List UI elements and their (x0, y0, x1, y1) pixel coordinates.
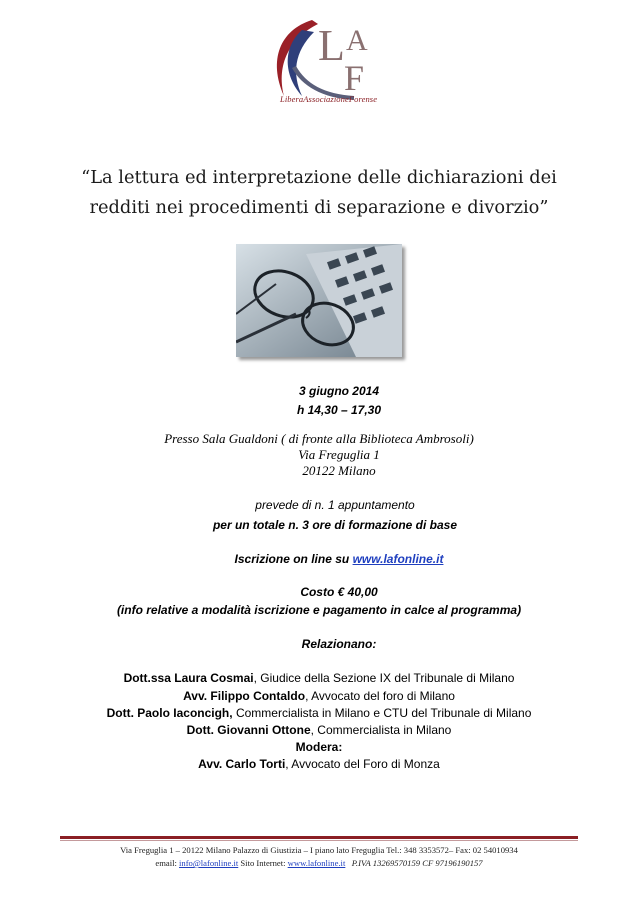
moderator-row (0, 757, 638, 771)
email-label: email: (155, 858, 180, 868)
speaker-name: Dott. Paolo Iaconcigh, (106, 706, 233, 720)
event-time: h 14,30 – 17,30 (296, 403, 382, 417)
registration-label: Iscrizione on line su (234, 552, 353, 566)
speaker-name: Dott.ssa Laura Cosmai (123, 671, 254, 685)
site-link[interactable]: www.lafonline.it (287, 858, 346, 868)
logo-caption: LiberaAssociazioneForense (280, 94, 378, 104)
event-title (0, 163, 638, 223)
event-city: 20122 Milano (302, 463, 376, 478)
event-cost: Costo € 40,00 (300, 585, 378, 599)
email-link[interactable]: info@lafonline.it (179, 858, 239, 868)
footer-divider-thin (60, 840, 578, 841)
glasses-calculator-photo (236, 244, 402, 357)
moderator-name: Avv. Carlo Torti (198, 757, 286, 771)
tax-info: P.IVA 13269570159 CF 97196190157 (345, 858, 483, 868)
footer-address: Via Freguglia 1 – 20122 Milano Palazzo di Giustizia – I piano lato Freguglia Tel.: 348 3353572– Fax: 02 54010934 (120, 845, 518, 855)
speaker-role: Commercialista in Milano e CTU del Tribunale di Milano (232, 706, 532, 720)
registration-line (0, 552, 638, 566)
footer-divider (60, 836, 578, 839)
footer-contacts (0, 858, 638, 868)
cost-info: (info relative a modalità iscrizione e pagamento in calce al programma) (116, 603, 522, 617)
speaker-role: , Giudice della Sezione IX del Tribunale di Milano (253, 671, 515, 685)
moderator-heading: Modera: (295, 740, 343, 754)
registration-link[interactable]: www.lafonline.it (352, 552, 444, 566)
speaker-row (0, 706, 638, 720)
event-hours: per un totale n. 3 ore di formazione di base (212, 518, 458, 532)
svg-text:F: F (344, 58, 365, 98)
speaker-name: Dott. Giovanni Ottone (186, 723, 311, 737)
event-appointments: prevede di n. 1 appuntamento (255, 498, 415, 512)
event-date: 3 giugno 2014 (298, 384, 380, 398)
svg-text:A: A (346, 24, 368, 57)
speaker-row (0, 689, 638, 703)
svg-text:L: L (318, 21, 345, 70)
speaker-row (0, 671, 638, 685)
moderator-role: , Avvocato del Foro di Monza (285, 757, 440, 771)
speakers-heading: Relazionano: (301, 637, 377, 651)
title-line-2: redditi nei procedimenti di separazione e divorzio” (89, 197, 549, 218)
event-venue: Presso Sala Gualdoni ( di fronte alla Biblioteca Ambrosoli) (164, 431, 474, 446)
event-street: Via Freguglia 1 (298, 447, 380, 462)
speaker-role: , Avvocato del foro di Milano (305, 689, 455, 703)
title-line-1: “La lettura ed interpretazione delle dichiarazioni dei (81, 167, 557, 188)
speaker-role: , Commercialista in Milano (310, 723, 452, 737)
site-label: Sito Internet: (238, 858, 288, 868)
speaker-row (0, 723, 638, 737)
speaker-name: Avv. Filippo Contaldo (183, 689, 306, 703)
